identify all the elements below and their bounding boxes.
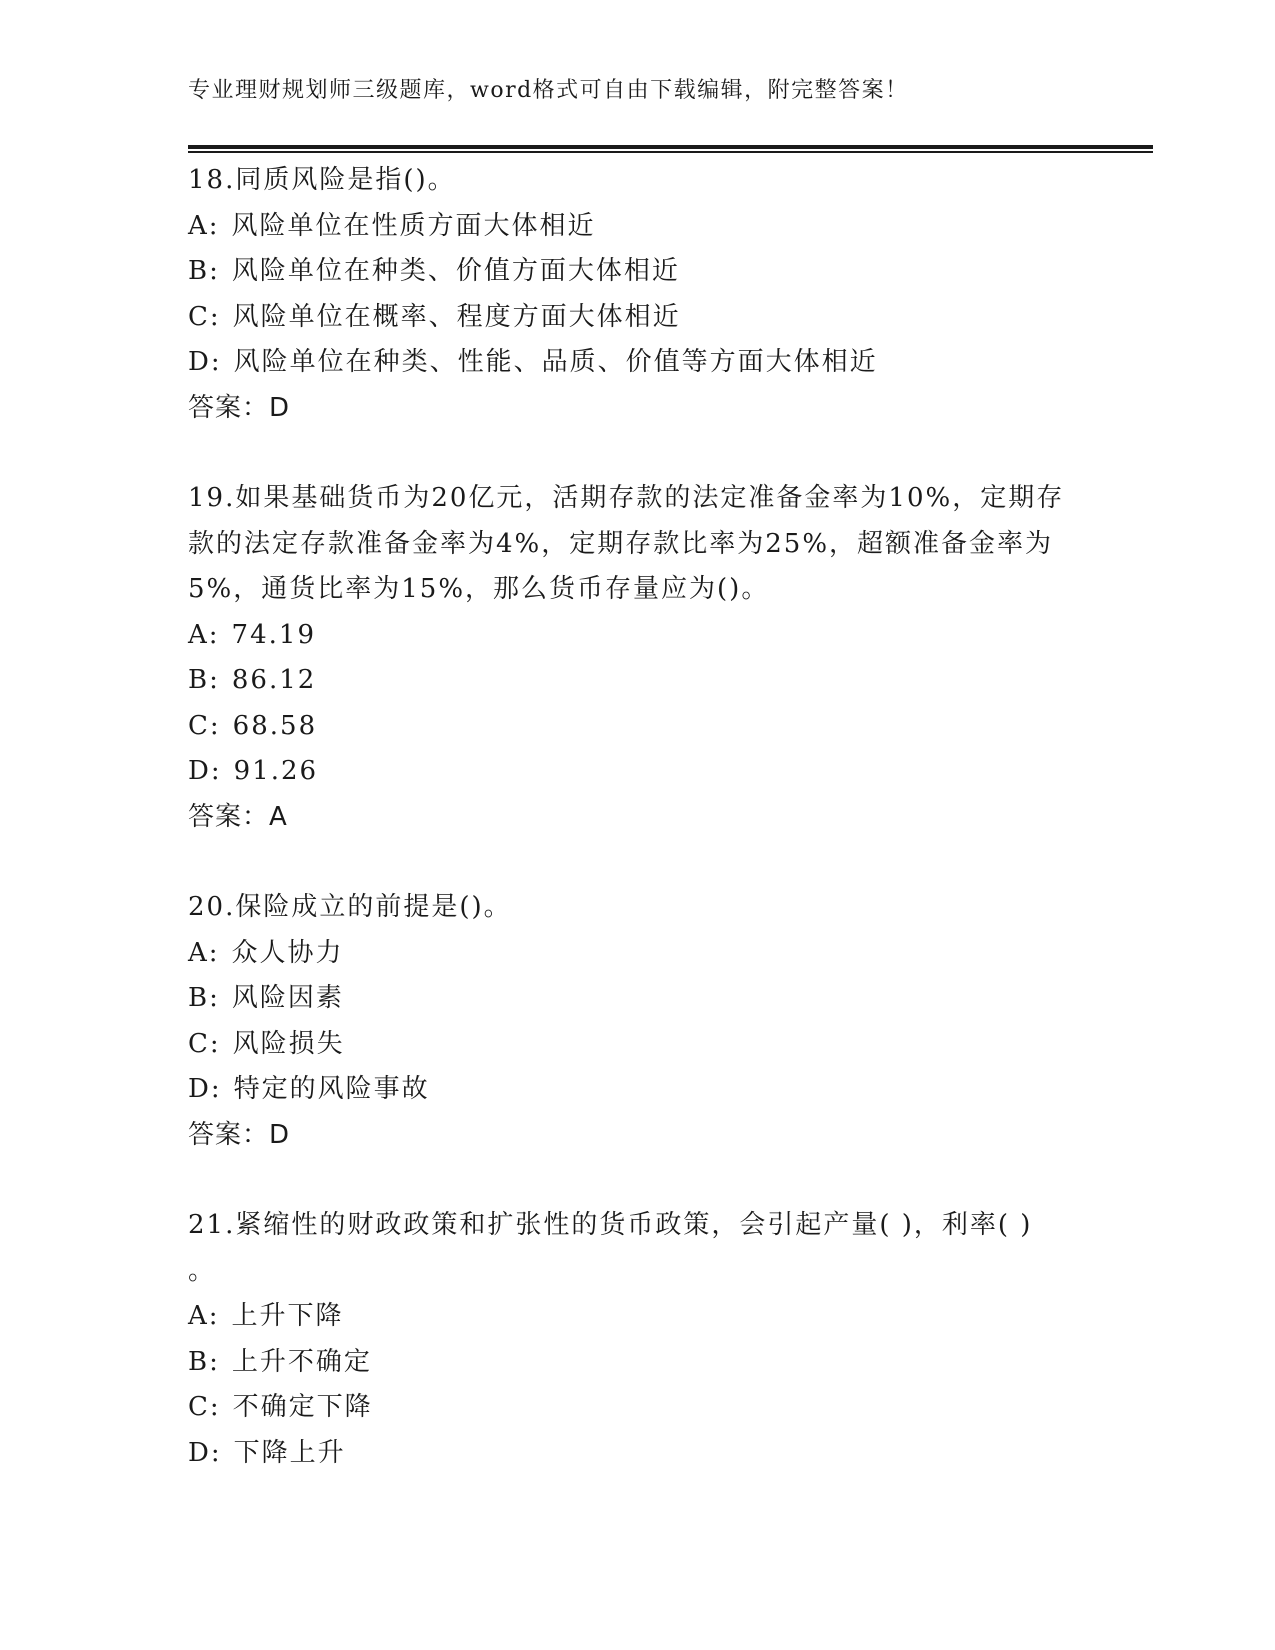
question-stem: 18.同质风险是指()。 (188, 165, 456, 195)
header-rule-thick (188, 145, 1153, 149)
document-header: 专业理财规划师三级题库，word格式可自由下载编辑，附完整答案！ (188, 78, 909, 103)
option-letter: A (188, 937, 209, 968)
option-text: 风险损失 (232, 1028, 345, 1059)
option-letter: D (188, 756, 211, 786)
answer-line: 答案：D (188, 1119, 291, 1150)
answer-line: 答案：D (188, 392, 291, 423)
option-text: 86.12 (231, 665, 317, 695)
option-letter: A (188, 619, 209, 650)
option-letter: D (188, 1074, 211, 1104)
option-a: A: 风险单位在性质方面大体相近 (188, 210, 596, 241)
option-text: 74.19 (231, 619, 316, 650)
option-d: D: 特定的风险事故 (188, 1074, 430, 1104)
option-text: 众人协力 (231, 937, 344, 968)
question-stem-line: 21.紧缩性的财政政策和扩张性的货币政策，会引起产量( )，利率( ) (188, 1210, 1033, 1240)
option-c: C: 68.58 (188, 710, 318, 741)
option-d: D: 风险单位在种类、性能、品质、价值等方面大体相近 (188, 347, 878, 377)
option-letter: B (188, 983, 210, 1013)
option-c: C: 风险单位在概率、程度方面大体相近 (188, 301, 681, 332)
question-18 (188, 158, 1108, 431)
option-text: 68.58 (232, 710, 318, 741)
option-text: 91.26 (233, 756, 319, 786)
option-text: 风险因素 (231, 983, 344, 1013)
option-letter: C (188, 710, 210, 741)
question-list (188, 158, 1108, 1521)
option-a: A: 众人协力 (188, 937, 344, 968)
question-19 (188, 476, 1108, 840)
option-b: B: 风险因素 (188, 983, 344, 1013)
option-b: B: 86.12 (188, 665, 317, 695)
option-letter: C (188, 1028, 210, 1059)
option-d: D: 91.26 (188, 756, 319, 786)
option-text: 风险单位在性质方面大体相近 (231, 210, 596, 241)
question-20 (188, 885, 1108, 1158)
option-letter: B (188, 665, 210, 695)
option-c: C: 风险损失 (188, 1028, 345, 1059)
question-stem-line: 。 (188, 1255, 217, 1286)
option-text: 风险单位在种类、价值方面大体相近 (231, 256, 680, 286)
option-a: A: 74.19 (188, 619, 316, 650)
option-letter: C (188, 301, 210, 332)
answer-line: 答案：A (188, 801, 288, 832)
option-letter: A (188, 1301, 209, 1331)
option-a: A: 上升下降 (188, 1301, 344, 1331)
question-stem-line: 5%，通货比率为15%，那么货币存量应为()。 (188, 574, 770, 604)
option-letter: B (188, 256, 210, 286)
option-text: 上升下降 (231, 1301, 344, 1331)
option-text: 风险单位在概率、程度方面大体相近 (232, 301, 681, 332)
option-b: B: 上升不确定 (188, 1346, 372, 1377)
option-letter: C (188, 1392, 210, 1422)
option-letter: D (188, 347, 211, 377)
option-text: 风险单位在种类、性能、品质、价值等方面大体相近 (233, 347, 878, 377)
option-text: 特定的风险事故 (233, 1074, 430, 1104)
option-text: 上升不确定 (231, 1346, 372, 1377)
question-stem: 20.保险成立的前提是()。 (188, 892, 512, 922)
option-letter: B (188, 1346, 210, 1377)
question-21 (188, 1203, 1108, 1476)
option-text: 下降上升 (233, 1437, 346, 1468)
option-c: C: 不确定下降 (188, 1392, 373, 1422)
header-rule-thin (188, 151, 1153, 153)
option-letter: A (188, 210, 209, 241)
option-text: 不确定下降 (232, 1392, 373, 1422)
option-d: D: 下降上升 (188, 1437, 346, 1468)
option-letter: D (188, 1437, 211, 1468)
question-stem-line: 款的法定存款准备金率为4%，定期存款比率为25%，超额准备金率为 (188, 528, 1054, 559)
option-b: B: 风险单位在种类、价值方面大体相近 (188, 256, 680, 286)
question-stem-line: 19.如果基础货币为20亿元，活期存款的法定准备金率为10%，定期存 (188, 483, 1065, 513)
